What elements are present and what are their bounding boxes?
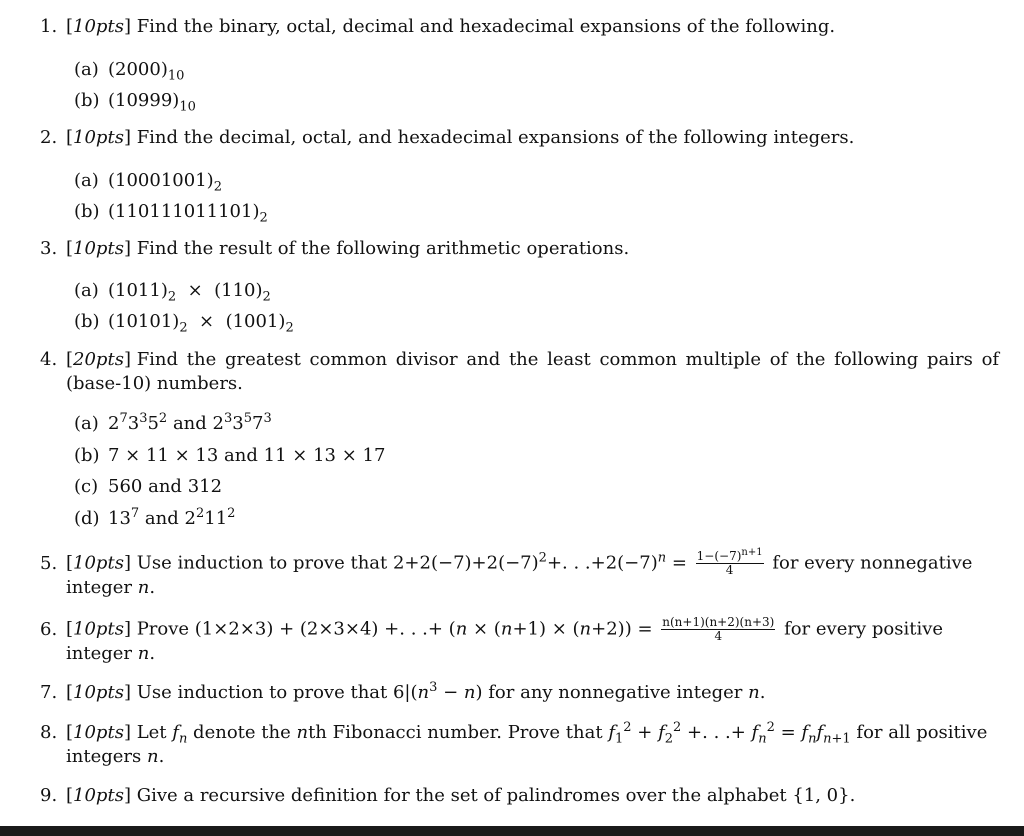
denominator: 4 [725,563,734,577]
problem-text: Find the greatest common divisor and the least common multiple of the following pairs of [136,349,1000,370]
problem-5: 5. [10pts] Use induction to prove that $2+2(-7)+2(-7)^2+$. . $.+2(-7)^n$ = $\frac{1-(-7)^{n+1}}{4}$ for every nonnegative [40,547,973,577]
problem-number: 8. [40,722,58,743]
problem-text-suffix: for every positive [784,618,944,640]
continuation: integer [66,577,133,598]
problem-4: 4. [20pts] Find the greatest common divisor and the least common multiple of the following pairs of [40,349,1000,370]
problem-number: 1. [40,16,58,37]
problem-4-line-2: (base-10) numbers. [66,373,243,394]
problem-text-mid: denote the [193,722,291,743]
problem-number: 3. [40,238,58,259]
problem-6: 6. [10pts] Prove (1×2×3) + (2×3×4) +. . .+ (n × (n+1) × (n+2)) = $\frac{n(n+1)(n+2)(n+3)}{4}$ for every positive [40,615,944,643]
problem-text-suffix: for every nonnegative [772,552,973,574]
part-value: 10001001 [115,170,207,191]
problem-text: Let [136,722,167,743]
number-right: 312 [187,476,223,497]
problem-7: 7. [10pts] Use induction to prove that $6|(n^3 - n)$ for any nonnegative integer n. [40,680,766,703]
problem-4-part-b [74,444,385,468]
problem-number: 6. [40,618,58,640]
problem-4-part-c [74,475,222,499]
points: 10pts [73,552,124,574]
numerator: n(n+1)(n+2)(n+3) [662,615,775,629]
and-word: and [224,445,258,466]
problem-2-part-b: (b) $(110111011101)_2$ [74,201,268,226]
base: 2 [259,210,268,226]
points: 10pts [73,682,124,703]
part-value: 2000 [115,59,161,80]
problem-text: Find the result of the following arithmetic operations. [136,238,630,259]
fraction [661,616,775,643]
problem-text: Prove [136,618,190,640]
part-label: (a) [74,59,99,80]
operand: 1001 [232,311,279,332]
number-left: 7 × 11 × 13 [108,445,219,466]
problem-4-part-a: (a) $2^73^35^2$ and $2^33^57^3$ [74,411,272,434]
problem-number: 4. [40,349,58,370]
points: 10pts [73,16,124,37]
base: 10 [179,99,196,115]
number-left: 560 [108,476,143,497]
part-value: 110111011101 [115,201,253,222]
problem-3-part-b: (b) $(10101)_2 \times (1001)_2$ [74,311,294,336]
continuation: integer [66,643,133,664]
problem-number: 9. [40,785,58,806]
problem-4-part-d: (d) $13^7$ and $2^211^2$ [74,506,236,529]
operand: 10101 [115,311,173,332]
part-label: (a) [74,170,99,191]
problem-1-part-a: (a) $(2000)_{10}$ [74,59,185,84]
problem-1-part-b: (b) $(10999)_{10}$ [74,90,196,115]
operand: 110 [221,280,256,301]
part-label: (d) [74,508,100,529]
number-right: 11 × 13 × 17 [263,445,386,466]
part-label: (a) [74,280,99,301]
part-label: (b) [74,445,100,466]
and-word: and [148,476,182,497]
problem-3-part-a: (a) $(1011)_2 \times (110)_2$ [74,280,271,305]
base: 2 [167,289,177,305]
problem-2: 2. [10pts] Find the decimal, octal, and hexadecimal expansions of the following integers. [40,127,855,148]
problem-9: 9. [10pts] Give a recursive definition for the set of palindromes over the alphabet {1, 0}. [40,785,856,806]
problem-number: 5. [40,552,58,574]
base: 2 [285,320,294,336]
part-label: (b) [74,201,100,222]
base: 2 [213,179,222,195]
problem-text-suffix: for any nonnegative integer [488,682,743,703]
continuation: integers [66,746,142,767]
problem-text: Use induction to prove that [136,552,388,574]
problem-text: Find the decimal, octal, and hexadecimal expansions of the following integers. [136,127,855,148]
and-word: and [172,413,207,434]
bottom-edge-bar [0,826,1024,836]
problem-8: 8. [10pts] Let $f_n$ denote the nth Fibonacci number. Prove that $f_1^2 + f_2^2$ +. . .+ $f_n^2 = f_nf_{n+1}$ for all positive [40,720,988,747]
numerator: 1−(−7) [696,549,742,563]
problem-text-suffix: for all positive [856,722,988,743]
problem-number: 7. [40,682,58,703]
exponent: n+1 [741,547,763,558]
fraction [696,547,764,577]
problem-6-line-2: integer n. [66,643,156,664]
problem-text: Find the binary, octal, decimal and hexadecimal expansions of the following. [136,16,836,37]
part-label: (b) [74,90,100,111]
and-word: and [144,508,179,529]
problem-text: Give a recursive definition for the set of palindromes over the alphabet [136,785,787,806]
points: 10pts [73,127,124,148]
problem-3: 3. [10pts] Find the result of the following arithmetic operations. [40,238,630,259]
problem-number: 2. [40,127,58,148]
part-label: (b) [74,311,100,332]
problem-text-mid2: th Fibonacci number. Prove that [308,722,603,743]
problem-5-line-2: integer n. [66,577,156,598]
problem-text: Use induction to prove that [136,682,388,703]
points: 10pts [73,618,124,640]
denominator: 4 [714,629,723,643]
operand: 1011 [115,280,161,301]
problem-1: 1. [10pts] Find the binary, octal, decimal and hexadecimal expansions of the following. [40,16,836,37]
part-label: (c) [74,476,99,497]
problem-8-line-2: integers n. [66,746,165,767]
base: 2 [262,289,271,305]
points: 10pts [73,722,124,743]
base: 2 [179,320,188,336]
points: 10pts [73,238,124,259]
problem-2-part-a: (a) $(10001001)_2$ [74,170,222,195]
part-value: 10999 [115,90,173,111]
part-label: (a) [74,413,99,434]
points: 10pts [73,785,124,806]
points: 20pts [73,349,124,370]
base: 10 [167,68,185,84]
